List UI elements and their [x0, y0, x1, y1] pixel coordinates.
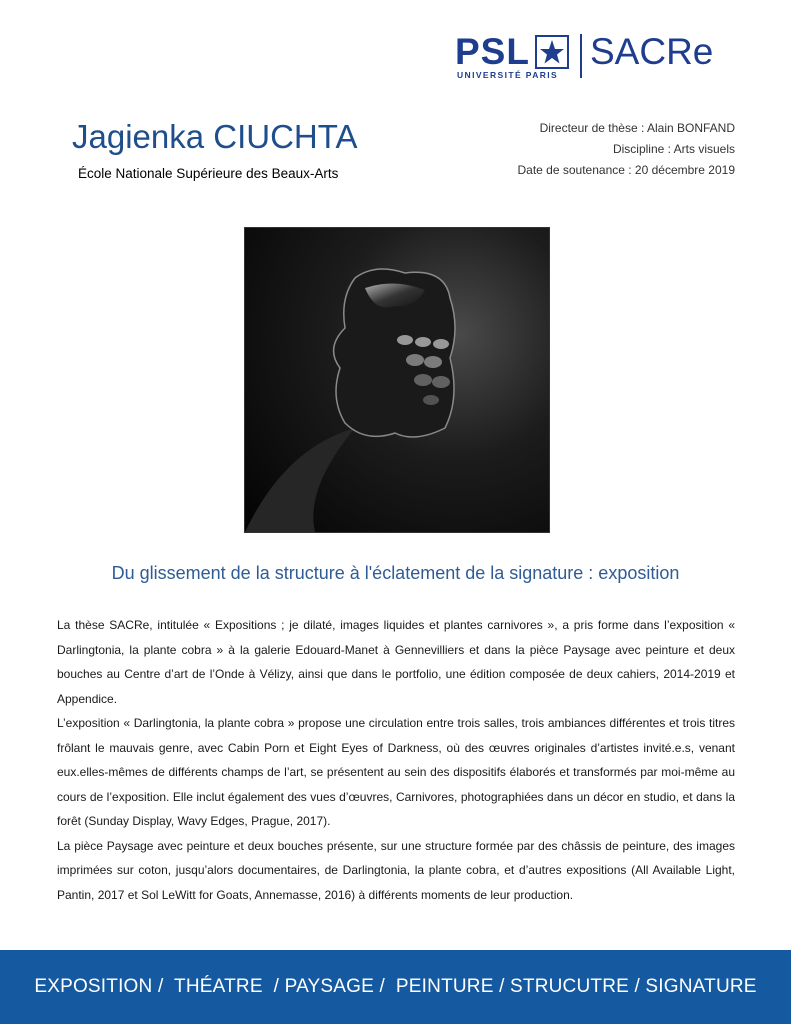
keywords-banner — [0, 950, 791, 1024]
thesis-director: Directeur de thèse : Alain BONFAND — [539, 121, 735, 135]
summary-paragraph: La thèse SACRe, intitulée « Expositions ; je dilaté, images liquides et plantes carnivores », a pris forme dans l’exposition « Darlingtonia, la plante cobra » à la galerie Edouard-Manet à Gennevilliers et dans la pièce Paysage avec peinture et deux bouches au Centre d’art de l’Onde à Vélizy, ainsi que dans le portfolio, une édition composée de deux cahiers, 2014-2019 et Appendice. — [57, 618, 735, 706]
thesis-discipline: Discipline : Arts visuels — [612, 142, 735, 156]
logo-sacre-text: SACRe — [590, 31, 714, 72]
thesis-title: Du glissement de la structure à l'éclatement de la signature : exposition — [111, 563, 680, 583]
thesis-summary — [57, 613, 735, 907]
summary-paragraph: La pièce Paysage avec peinture et deux bouches présente, sur une structure formée par des châssis de peinture, des images imprimées sur coton, jusqu’alors documentaires, de Darlingtonia, la plante cobra, et d’autres expositions (All Available Light, Pantin, 2017 et Sol LeWitt for Goats, Annemasse, 2016) à différents moments de leur production. — [57, 838, 735, 902]
logo-psl-text: PSL — [455, 31, 530, 72]
keywords-text: EXPOSITION / THÉATRE / PAYSAGE / PEINTURE / STRUCUTRE / SIGNATURE — [34, 976, 757, 997]
thesis-meta — [518, 118, 736, 181]
artwork-image — [244, 227, 550, 533]
star-icon — [535, 35, 569, 69]
logo-divider — [580, 34, 582, 78]
thesis-defense-date: Date de soutenance : 20 décembre 2019 — [517, 163, 735, 177]
summary-paragraph: L’exposition « Darlingtonia, la plante cobra » propose une circulation entre trois salles, trois ambiances différentes et trois titres frôlant le mauvais genre, avec Cabin Porn et Eight Eyes of Darkness, où des œuvres originales d’artistes invité.e.s, venant eux.elles-mêmes de différents champs de l’art, se présentent au sein des dispositifs élaborés et transformés par moi-même au cours de l’exposition. Elle inclut également des vues d’œuvres, Carnivores, photographiées dans un décor en studio, et dans la forêt (Sunday Display, Wavy Edges, Prague, 2017). — [57, 716, 735, 828]
psl-sacre-logo — [455, 30, 745, 82]
logo-university-text: UNIVERSITÉ PARIS — [457, 70, 559, 80]
author-name: Jagienka CIUCHTA — [72, 118, 358, 155]
school-name: École Nationale Supérieure des Beaux-Arts — [78, 166, 339, 181]
